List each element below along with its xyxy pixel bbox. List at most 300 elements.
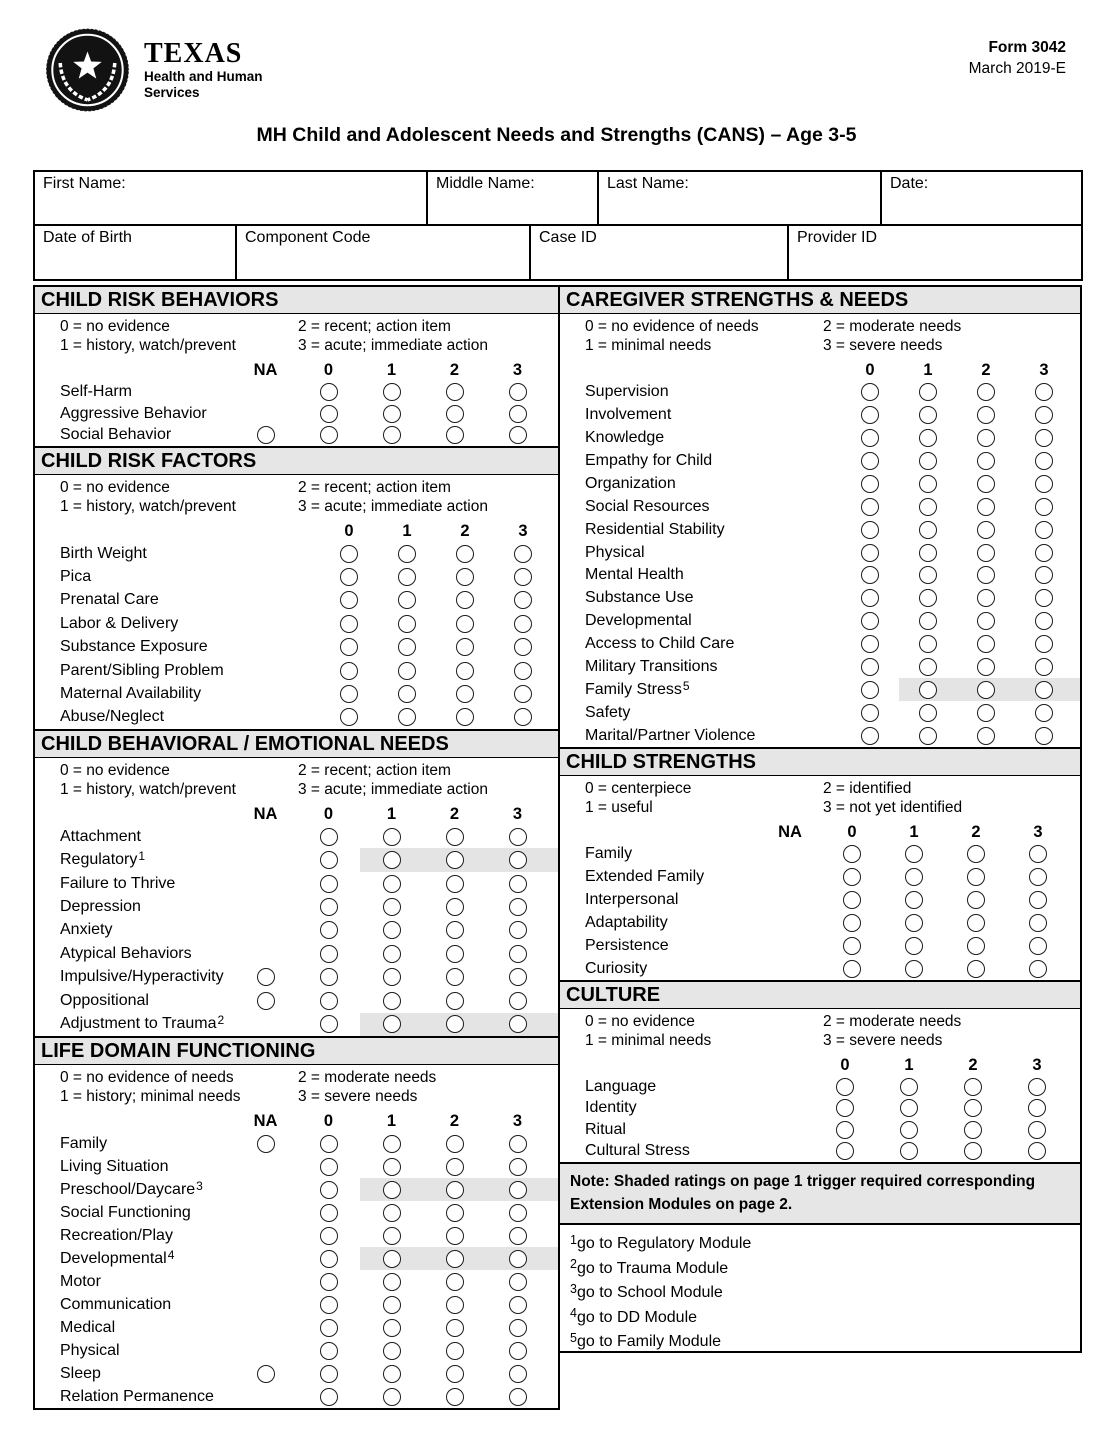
rating-circle[interactable]	[383, 1250, 401, 1268]
rating-circle[interactable]	[900, 1099, 918, 1117]
rating-circle[interactable]	[320, 921, 338, 939]
rating-circle[interactable]	[509, 1015, 527, 1033]
rating-circle[interactable]	[320, 851, 338, 869]
rating-circle[interactable]	[919, 429, 937, 447]
rating-circle[interactable]	[1035, 635, 1053, 653]
rating-circle[interactable]	[919, 727, 937, 745]
rating-circle[interactable]	[861, 727, 879, 745]
rating-circle[interactable]	[861, 544, 879, 562]
rating-circle[interactable]	[977, 566, 995, 584]
rating-circle[interactable]	[383, 426, 401, 444]
rating-circle[interactable]	[905, 914, 923, 932]
rating-circle[interactable]	[861, 521, 879, 539]
rating-circle[interactable]	[398, 568, 416, 586]
rating-circle[interactable]	[446, 968, 464, 986]
rating-circle[interactable]	[456, 708, 474, 726]
rating-cell	[899, 656, 957, 679]
rating-cell	[297, 1178, 360, 1201]
rating-circle[interactable]	[257, 968, 275, 986]
rating-circle[interactable]	[861, 452, 879, 470]
rating-circle[interactable]	[977, 429, 995, 447]
rating-circle[interactable]	[446, 1296, 464, 1314]
rating-cell	[234, 1362, 297, 1385]
rating-circle[interactable]	[320, 1388, 338, 1406]
rating-circle[interactable]	[320, 1273, 338, 1291]
rating-circle[interactable]	[509, 992, 527, 1010]
rating-cell	[423, 825, 486, 848]
rating-circle[interactable]	[900, 1121, 918, 1139]
rating-circle[interactable]	[967, 845, 985, 863]
rating-circle[interactable]	[1035, 612, 1053, 630]
rating-circle[interactable]	[383, 1388, 401, 1406]
rating-circle[interactable]	[861, 704, 879, 722]
field-provider-id[interactable]	[789, 226, 1081, 279]
rating-circle[interactable]	[977, 589, 995, 607]
rating-circle[interactable]	[446, 1015, 464, 1033]
rating-circle[interactable]	[861, 589, 879, 607]
rating-cell	[1007, 911, 1069, 934]
form-revision-date: March 2019-E	[968, 60, 1066, 77]
rating-circle[interactable]	[383, 875, 401, 893]
rating-cell	[234, 1385, 297, 1408]
rating-circle[interactable]	[514, 568, 532, 586]
rating-circle[interactable]	[861, 475, 879, 493]
rating-circle[interactable]	[964, 1121, 982, 1139]
rating-circle[interactable]	[383, 1181, 401, 1199]
rating-circle[interactable]	[320, 1158, 338, 1176]
rating-circle[interactable]	[383, 828, 401, 846]
rating-circle[interactable]	[900, 1078, 918, 1096]
rating-circle[interactable]	[398, 708, 416, 726]
rating-circle[interactable]	[1035, 429, 1053, 447]
rating-circle[interactable]	[446, 1250, 464, 1268]
rating-circle[interactable]	[446, 1273, 464, 1291]
rating-circle[interactable]	[383, 1158, 401, 1176]
rating-circle[interactable]	[977, 727, 995, 745]
rating-circle[interactable]	[967, 914, 985, 932]
rating-circle[interactable]	[509, 1227, 527, 1245]
rating-cell	[841, 518, 899, 541]
rating-circle[interactable]	[398, 638, 416, 656]
rating-circle[interactable]	[977, 544, 995, 562]
rating-circle[interactable]	[905, 845, 923, 863]
rating-circle[interactable]	[509, 1181, 527, 1199]
rating-circle[interactable]	[446, 1227, 464, 1245]
rating-circle[interactable]	[919, 498, 937, 516]
rating-circle[interactable]	[1028, 1078, 1046, 1096]
rating-circle[interactable]	[340, 545, 358, 563]
rating-circle[interactable]	[861, 429, 879, 447]
rating-circle[interactable]	[446, 1319, 464, 1337]
rating-circle[interactable]	[340, 708, 358, 726]
field-date[interactable]	[882, 172, 1081, 224]
rating-circle[interactable]	[836, 1099, 854, 1117]
rating-circle[interactable]	[398, 615, 416, 633]
rating-circle[interactable]	[514, 708, 532, 726]
rating-legend	[35, 758, 558, 799]
rating-circle[interactable]	[456, 638, 474, 656]
rating-cell	[941, 1098, 1005, 1120]
rating-cell	[841, 495, 899, 518]
rating-circle[interactable]	[509, 851, 527, 869]
field-label: First Name:	[43, 175, 126, 192]
rating-circle[interactable]	[1028, 1142, 1046, 1160]
rating-circle[interactable]	[383, 383, 401, 401]
rating-circle[interactable]	[320, 1227, 338, 1245]
rating-circle[interactable]	[861, 498, 879, 516]
rating-cell	[360, 424, 423, 446]
rating-circle[interactable]	[919, 566, 937, 584]
rating-circle[interactable]	[509, 968, 527, 986]
rating-circle[interactable]	[843, 891, 861, 909]
rating-circle[interactable]	[456, 568, 474, 586]
rating-circle[interactable]	[919, 704, 937, 722]
rating-circle[interactable]	[320, 898, 338, 916]
rating-cell	[423, 381, 486, 403]
rating-circle[interactable]	[509, 1365, 527, 1383]
rating-circle[interactable]	[340, 685, 358, 703]
rating-circle[interactable]	[320, 1319, 338, 1337]
rating-cell	[841, 381, 899, 404]
rating-circle[interactable]	[383, 945, 401, 963]
rating-circle[interactable]	[340, 591, 358, 609]
rating-circle[interactable]	[977, 383, 995, 401]
field-date-of-birth[interactable]	[35, 226, 237, 279]
rating-circle[interactable]	[1035, 589, 1053, 607]
rating-circle[interactable]	[905, 937, 923, 955]
rating-circle[interactable]	[967, 868, 985, 886]
field-component-code[interactable]	[237, 226, 531, 279]
rating-circle[interactable]	[509, 1388, 527, 1406]
rating-cell	[378, 706, 436, 729]
rating-circle[interactable]	[398, 662, 416, 680]
rating-circle[interactable]	[977, 635, 995, 653]
rating-circle[interactable]	[320, 1181, 338, 1199]
row-label: Physical	[60, 1341, 120, 1359]
rating-cell	[1015, 381, 1073, 404]
rating-circle[interactable]	[340, 638, 358, 656]
rating-circle[interactable]	[509, 1296, 527, 1314]
rating-row	[35, 989, 558, 1012]
rating-circle[interactable]	[446, 1365, 464, 1383]
rating-circle[interactable]	[514, 545, 532, 563]
rating-cell	[297, 942, 360, 965]
rating-circle[interactable]	[1035, 681, 1053, 699]
rating-circle[interactable]	[919, 452, 937, 470]
rating-circle[interactable]	[1029, 891, 1047, 909]
rating-cell	[423, 872, 486, 895]
rating-circle[interactable]	[446, 898, 464, 916]
field-case-id[interactable]	[531, 226, 789, 279]
rating-circle[interactable]	[509, 921, 527, 939]
rating-circle[interactable]	[514, 638, 532, 656]
section-title: CAREGIVER STRENGTHS & NEEDS	[560, 287, 1080, 314]
rating-circle[interactable]	[383, 1296, 401, 1314]
rating-row	[560, 404, 1080, 427]
rating-circle[interactable]	[1035, 521, 1053, 539]
rating-circle[interactable]	[340, 615, 358, 633]
rating-cell	[883, 934, 945, 957]
rating-circle[interactable]	[446, 426, 464, 444]
rating-circle[interactable]	[967, 891, 985, 909]
rating-column-header: 1	[923, 361, 933, 379]
rating-circle[interactable]	[509, 1250, 527, 1268]
rating-circle[interactable]	[509, 1135, 527, 1153]
rating-circle[interactable]	[964, 1099, 982, 1117]
row-label: Residential Stability	[585, 520, 725, 538]
rating-circle[interactable]	[843, 914, 861, 932]
rating-circle[interactable]	[257, 1135, 275, 1153]
rating-circle[interactable]	[964, 1078, 982, 1096]
field-middle-name[interactable]	[428, 172, 599, 224]
rating-circle[interactable]	[320, 405, 338, 423]
rating-circle[interactable]	[1035, 704, 1053, 722]
rating-circle[interactable]	[340, 568, 358, 586]
rating-circle[interactable]	[320, 828, 338, 846]
rating-cell	[494, 636, 552, 659]
rating-cell	[297, 1385, 360, 1408]
rating-circle[interactable]	[1035, 498, 1053, 516]
rating-column-header: 1	[909, 823, 919, 841]
rating-circle[interactable]	[843, 937, 861, 955]
rating-circle[interactable]	[446, 828, 464, 846]
rating-circle[interactable]	[900, 1142, 918, 1160]
rating-circle[interactable]	[919, 658, 937, 676]
rating-circle[interactable]	[446, 1388, 464, 1406]
rating-circle[interactable]	[977, 658, 995, 676]
rating-circle[interactable]	[905, 868, 923, 886]
rating-cell	[423, 895, 486, 918]
rating-circle[interactable]	[977, 475, 995, 493]
rating-cell	[436, 682, 494, 705]
rating-circle[interactable]	[977, 704, 995, 722]
rating-circle[interactable]	[446, 851, 464, 869]
rating-circle[interactable]	[1029, 845, 1047, 863]
rating-circle[interactable]	[383, 1342, 401, 1360]
rating-circle[interactable]	[1035, 383, 1053, 401]
rating-circle[interactable]	[977, 452, 995, 470]
rating-circle[interactable]	[1029, 960, 1047, 978]
rating-circle[interactable]	[836, 1142, 854, 1160]
rating-circle[interactable]	[257, 426, 275, 444]
rating-circle[interactable]	[398, 591, 416, 609]
rating-cell	[1015, 404, 1073, 427]
rating-circle[interactable]	[320, 968, 338, 986]
rating-circle[interactable]	[1029, 868, 1047, 886]
rating-circle[interactable]	[320, 1015, 338, 1033]
rating-circle[interactable]	[398, 545, 416, 563]
rating-circle[interactable]	[456, 685, 474, 703]
rating-circle[interactable]	[456, 591, 474, 609]
rating-circle[interactable]	[320, 1342, 338, 1360]
rating-circle[interactable]	[398, 685, 416, 703]
rating-circle[interactable]	[383, 898, 401, 916]
rating-column-header: NA	[253, 805, 278, 823]
rating-cell	[234, 825, 297, 848]
rating-circle[interactable]	[843, 960, 861, 978]
rating-circle[interactable]	[383, 1015, 401, 1033]
rating-circle[interactable]	[383, 968, 401, 986]
rating-circle[interactable]	[257, 1365, 275, 1383]
rating-circle[interactable]	[383, 921, 401, 939]
rating-cell	[378, 565, 436, 588]
rating-circle[interactable]	[446, 945, 464, 963]
rating-circle[interactable]	[1035, 475, 1053, 493]
row-label: Curiosity	[585, 959, 648, 977]
rating-row	[35, 1385, 558, 1408]
rating-cell	[423, 1178, 486, 1201]
rating-circle[interactable]	[446, 1158, 464, 1176]
rating-circle[interactable]	[861, 566, 879, 584]
rating-circle[interactable]	[383, 1273, 401, 1291]
rating-circle[interactable]	[509, 1273, 527, 1291]
rating-circle[interactable]	[446, 921, 464, 939]
form-number: Form 3042	[988, 39, 1066, 56]
rating-circle[interactable]	[320, 1296, 338, 1314]
rating-circle[interactable]	[977, 406, 995, 424]
rating-circle[interactable]	[861, 681, 879, 699]
rating-circle[interactable]	[836, 1078, 854, 1096]
rating-cell	[423, 942, 486, 965]
rating-circle[interactable]	[383, 1319, 401, 1337]
rating-circle[interactable]	[1029, 937, 1047, 955]
rating-circle[interactable]	[446, 992, 464, 1010]
rating-circle[interactable]	[919, 589, 937, 607]
rating-circle[interactable]	[967, 937, 985, 955]
rating-circle[interactable]	[383, 1135, 401, 1153]
rating-circle[interactable]	[320, 1204, 338, 1222]
rating-row	[560, 541, 1080, 564]
rating-cell	[841, 427, 899, 450]
rating-cell	[957, 724, 1015, 747]
rating-circle[interactable]	[919, 544, 937, 562]
rating-circle[interactable]	[1029, 914, 1047, 932]
rating-circle[interactable]	[383, 1365, 401, 1383]
rating-circle[interactable]	[509, 875, 527, 893]
rating-circle[interactable]	[456, 662, 474, 680]
rating-circle[interactable]	[967, 960, 985, 978]
rating-circle[interactable]	[514, 685, 532, 703]
rating-circle[interactable]	[320, 992, 338, 1010]
rating-circle[interactable]	[446, 875, 464, 893]
rating-circle[interactable]	[509, 1204, 527, 1222]
rating-circle[interactable]	[456, 545, 474, 563]
rating-circle[interactable]	[919, 612, 937, 630]
rating-circle[interactable]	[456, 615, 474, 633]
rating-circle[interactable]	[383, 851, 401, 869]
rating-circle[interactable]	[861, 612, 879, 630]
rating-circle[interactable]	[919, 681, 937, 699]
rating-circle[interactable]	[320, 1365, 338, 1383]
rating-circle[interactable]	[861, 406, 879, 424]
rating-circle[interactable]	[843, 868, 861, 886]
rating-circle[interactable]	[320, 1135, 338, 1153]
legend-item: 3 = severe needs	[823, 1032, 943, 1049]
rating-circle[interactable]	[964, 1142, 982, 1160]
rating-circle[interactable]	[320, 945, 338, 963]
rating-circle[interactable]	[1035, 544, 1053, 562]
rating-cell	[297, 1362, 360, 1385]
rating-column-header: 2	[971, 823, 981, 841]
rating-circle[interactable]	[836, 1121, 854, 1139]
rating-circle[interactable]	[320, 383, 338, 401]
rating-circle[interactable]	[919, 383, 937, 401]
rating-circle[interactable]	[446, 383, 464, 401]
rating-circle[interactable]	[905, 891, 923, 909]
rating-circle[interactable]	[509, 1319, 527, 1337]
rating-circle[interactable]	[509, 383, 527, 401]
rating-cell	[297, 895, 360, 918]
rating-circle[interactable]	[509, 1158, 527, 1176]
rating-circle[interactable]	[1028, 1121, 1046, 1139]
rating-circle[interactable]	[446, 1135, 464, 1153]
rating-circle[interactable]	[861, 635, 879, 653]
row-label: Extended Family	[585, 868, 705, 886]
rating-circle[interactable]	[446, 405, 464, 423]
rating-circle[interactable]	[977, 612, 995, 630]
rating-circle[interactable]	[843, 845, 861, 863]
rating-circle[interactable]	[514, 662, 532, 680]
rating-circle[interactable]	[257, 992, 275, 1010]
rating-circle[interactable]	[383, 1227, 401, 1245]
rating-circle[interactable]	[1035, 566, 1053, 584]
rating-circle[interactable]	[905, 960, 923, 978]
rating-circle[interactable]	[383, 992, 401, 1010]
rating-circle[interactable]	[514, 591, 532, 609]
rating-circle[interactable]	[509, 405, 527, 423]
rating-circle[interactable]	[1035, 452, 1053, 470]
rating-cell	[1007, 934, 1069, 957]
rating-circle[interactable]	[977, 498, 995, 516]
rating-circle[interactable]	[1035, 727, 1053, 745]
rating-cell	[1015, 427, 1073, 450]
rating-circle[interactable]	[446, 1181, 464, 1199]
rating-cell	[360, 1293, 423, 1316]
rating-circle[interactable]	[514, 615, 532, 633]
rating-circle[interactable]	[383, 1204, 401, 1222]
rating-circle[interactable]	[919, 521, 937, 539]
rating-circle[interactable]	[383, 405, 401, 423]
rating-circle[interactable]	[509, 828, 527, 846]
rating-circle[interactable]	[509, 1342, 527, 1360]
rating-circle[interactable]	[320, 1250, 338, 1268]
rating-column-header: 3	[512, 805, 523, 823]
rating-circle[interactable]	[977, 521, 995, 539]
rating-circle[interactable]	[509, 945, 527, 963]
rating-circle[interactable]	[977, 681, 995, 699]
field-last-name[interactable]	[599, 172, 882, 224]
rating-circle[interactable]	[919, 406, 937, 424]
rating-circle[interactable]	[1028, 1099, 1046, 1117]
rating-circle[interactable]	[1035, 658, 1053, 676]
rating-circle[interactable]	[509, 426, 527, 444]
rating-circle[interactable]	[320, 875, 338, 893]
rating-cell	[378, 682, 436, 705]
rating-circle[interactable]	[446, 1342, 464, 1360]
rating-column-header: 2	[981, 361, 991, 379]
rating-circle[interactable]	[340, 662, 358, 680]
rating-circle[interactable]	[919, 635, 937, 653]
rating-circle[interactable]	[1035, 406, 1053, 424]
rating-circle[interactable]	[861, 383, 879, 401]
rating-circle[interactable]	[446, 1204, 464, 1222]
field-first-name[interactable]	[35, 172, 428, 224]
rating-cell	[234, 1270, 297, 1293]
rating-circle[interactable]	[861, 658, 879, 676]
rating-circle[interactable]	[320, 426, 338, 444]
rating-circle[interactable]	[919, 475, 937, 493]
rating-circle[interactable]	[509, 898, 527, 916]
